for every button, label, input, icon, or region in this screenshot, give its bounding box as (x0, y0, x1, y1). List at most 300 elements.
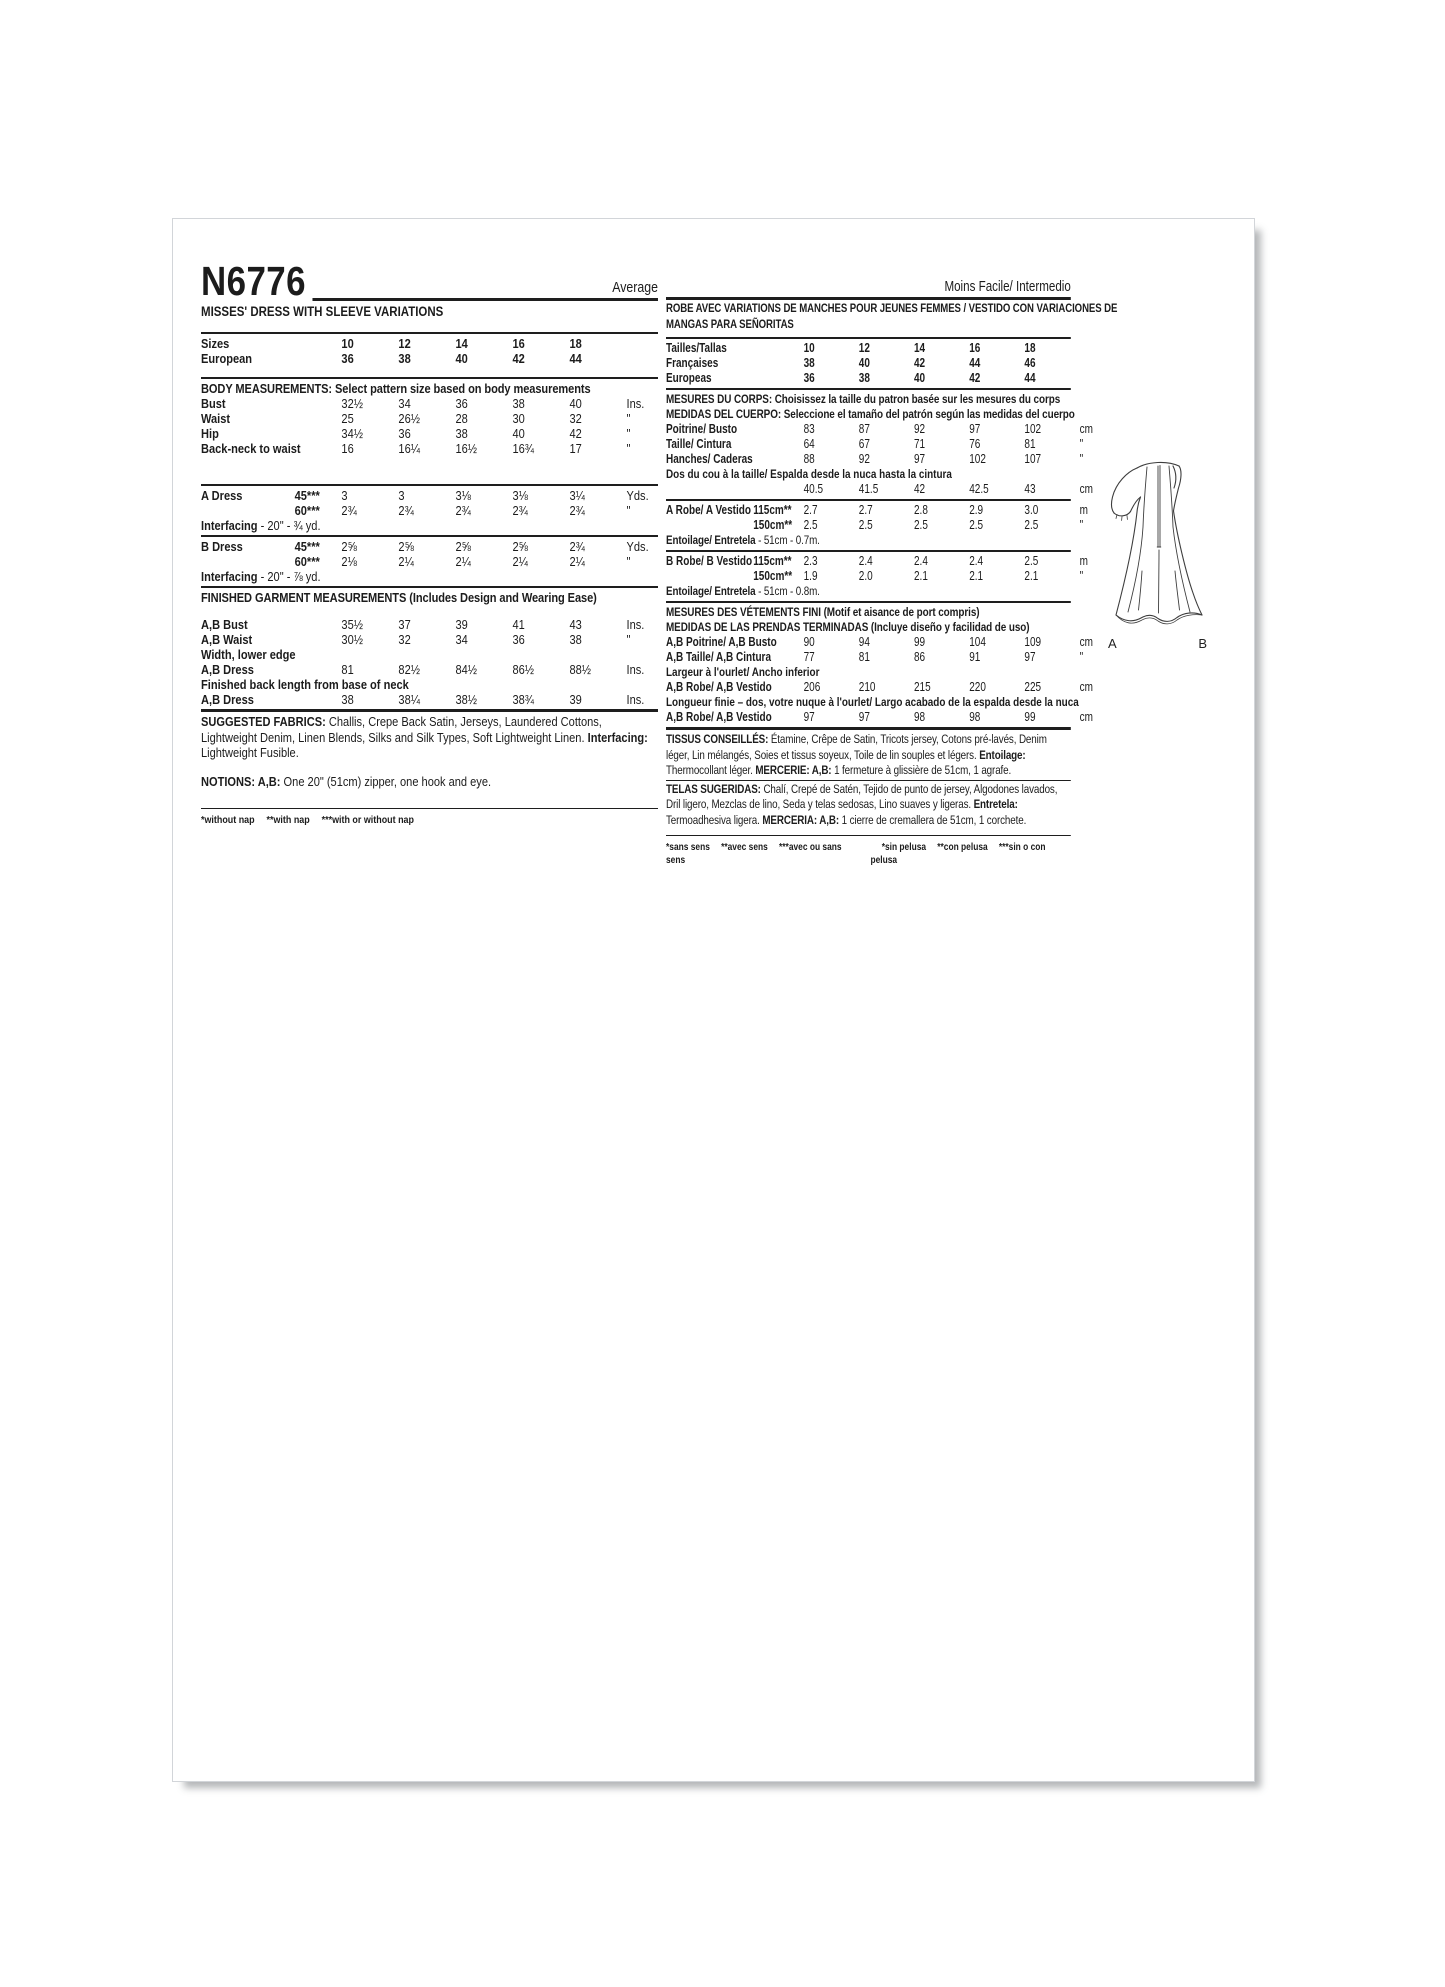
row-label: Back-neck to waist (201, 441, 301, 456)
cell-value: 2⅝ (341, 539, 357, 554)
cell-value: 16 (512, 336, 525, 351)
cell-value: 87 (858, 422, 870, 436)
table-row (666, 503, 1088, 518)
pattern-number: N6776 (201, 258, 306, 304)
cell-value: 102 (1024, 422, 1042, 436)
row-label: A,B Dress (201, 692, 254, 707)
table-row (201, 539, 658, 554)
footnote-group (870, 841, 1070, 867)
cell-value: 2¾ (341, 503, 357, 518)
unit-label: cm (1079, 482, 1093, 496)
cell-value: 37 (398, 617, 411, 632)
footnote: *sin pelusa (881, 841, 927, 853)
footnote: **with nap (266, 814, 310, 826)
cell-value: 40 (914, 371, 926, 385)
unit-label: cm (1079, 710, 1093, 724)
cell-value: 40 (512, 426, 525, 441)
row-label-full: Dos du cou à la taille/ Espalda desde la nuca hasta la cintura (666, 467, 952, 481)
view-a-label: A (1108, 636, 1117, 651)
cell-value: 97 (1024, 650, 1036, 664)
row-label-full: Width, lower edge (201, 647, 296, 662)
table-row (666, 710, 1093, 725)
cell-value: 16¾ (512, 441, 535, 456)
table-row (201, 488, 658, 503)
paragraph: NOTIONS: A,B: One 20" (51cm) zipper, one hook and eye. (201, 773, 492, 789)
row-sub-label: 45*** (294, 488, 320, 503)
table-row (666, 341, 1071, 356)
unit-label: " (1079, 650, 1084, 664)
footnotes (666, 841, 1071, 867)
cell-value: 42.5 (969, 482, 989, 496)
header-row (201, 258, 658, 304)
table-row (201, 336, 658, 351)
unit-label: cm (1079, 422, 1093, 436)
cell-value: 14 (914, 341, 926, 355)
cell-value: 2.1 (969, 569, 984, 583)
cell-value: 46 (1024, 356, 1036, 370)
row-label (666, 569, 753, 584)
unit-label: Ins. (626, 692, 645, 707)
table-row (201, 411, 658, 426)
cell-value: 43 (1024, 482, 1036, 496)
cell-value: 90 (803, 635, 815, 649)
unit-label (627, 351, 658, 366)
difficulty-label-fr-es: Moins Facile/ Intermedio (944, 279, 1071, 295)
cell-value: 36 (398, 426, 411, 441)
unit-label: cm (1079, 680, 1093, 694)
spacer (201, 789, 658, 807)
cell-value: 2¾ (569, 503, 585, 518)
row-label: A,B Waist (201, 632, 253, 647)
row-label: A,B Dress (201, 662, 254, 677)
spacer (201, 320, 658, 330)
footnotes (201, 814, 658, 827)
garment-title-fr-es-line1: ROBE AVEC VARIATIONS DE MANCHES POUR JEUNES FEMMES / VESTIDO CON VARIACIONES DE (666, 301, 1118, 315)
unit-label: Yds. (626, 539, 649, 554)
unit-label: m (1079, 554, 1088, 568)
row-label (666, 482, 804, 497)
paragraph: Interfacing - 20" - ¾ yd. (201, 518, 321, 533)
table-row (201, 441, 658, 456)
cell-value: 2¼ (398, 554, 414, 569)
cell-value: 107 (1024, 452, 1042, 466)
table-row (201, 617, 658, 632)
row-label: A Robe/ A Vestido (666, 503, 752, 517)
cell-value: 42 (914, 482, 926, 496)
cell-value: 2.5 (969, 518, 984, 532)
row-label: A Dress (201, 488, 243, 503)
row-sub-label: 60*** (294, 503, 320, 518)
row-label: Bust (201, 396, 226, 411)
cell-value: 98 (914, 710, 926, 724)
cell-value: 40.5 (803, 482, 824, 496)
cell-value: 34½ (341, 426, 363, 441)
table-row (201, 351, 658, 366)
header-rule (313, 298, 658, 301)
row-label: Sizes (201, 336, 230, 351)
table-row (201, 632, 658, 647)
puff-sleeve (1112, 468, 1141, 521)
cell-value: 40 (858, 356, 870, 370)
cell-value: 88½ (569, 662, 592, 677)
garment-title-fr-es-line2: MANGAS PARA SEÑORITAS (666, 317, 794, 331)
cell-value: 28 (455, 411, 468, 426)
divider-rule (666, 727, 1071, 730)
table-row (666, 371, 1071, 386)
spacer (201, 366, 658, 375)
row-sub-label: 45*** (294, 539, 320, 554)
table-row (666, 650, 1084, 665)
cell-value: 2¾ (512, 503, 528, 518)
table-row (201, 503, 658, 518)
row-sub-label: 60*** (294, 554, 320, 569)
cell-value: 2⅝ (512, 539, 528, 554)
divider-rule (666, 601, 1071, 603)
cell-value: 3⅛ (512, 488, 528, 503)
divider-rule (201, 535, 658, 537)
divider-rule (666, 388, 1071, 390)
row-label-full: Longueur finie – dos, votre nuque à l'ourlet/ Largo acabado de la espalda desde la nuca (666, 695, 1079, 709)
cell-value: 10 (803, 341, 815, 355)
cell-value: 40 (455, 351, 468, 366)
cell-value: 38 (398, 351, 411, 366)
cell-value: 83 (803, 422, 815, 436)
zipper-line (1157, 466, 1161, 548)
cell-value: 88 (803, 452, 815, 466)
cell-value: 2.1 (1024, 569, 1039, 583)
cell-value: 102 (969, 452, 986, 466)
unit-label: Ins. (626, 617, 645, 632)
cell-value: 64 (803, 437, 815, 451)
cell-value: 2.5 (1024, 518, 1039, 532)
cell-value: 2.5 (803, 518, 818, 532)
cell-value: 3¼ (569, 488, 585, 503)
cell-value: 84½ (455, 662, 477, 677)
row-label: A,B Bust (201, 617, 248, 632)
cell-value: 97 (914, 452, 926, 466)
cell-value: 16 (341, 441, 354, 456)
difficulty-label-en: Average (612, 280, 658, 296)
cell-value: 18 (569, 336, 582, 351)
french-spanish-measurement-tables (666, 332, 1093, 867)
divider-rule (666, 780, 1071, 781)
footnote-group (666, 841, 870, 867)
row-label-full: Largeur à l'ourlet/ Ancho inferior (666, 665, 820, 679)
cell-value: 2.9 (969, 503, 984, 517)
cell-value: 10 (341, 336, 354, 351)
cell-value: 225 (1024, 680, 1042, 694)
row-label: Poitrine/ Busto (666, 422, 738, 436)
table-row (201, 692, 658, 707)
cell-value: 3 (341, 488, 348, 503)
row-sub-label: 115cm** (753, 554, 792, 568)
footnote: ***sin o con pelusa (870, 841, 1046, 866)
unit-label: " (626, 441, 631, 456)
cell-value: 210 (858, 680, 876, 694)
row-label: A,B Robe/ A,B Vestido (666, 680, 772, 694)
row-label: B Dress (201, 539, 243, 554)
cell-value: 44 (1024, 371, 1036, 385)
cell-value: 42 (569, 426, 582, 441)
cell-value: 3 (398, 488, 405, 503)
spacer (201, 761, 658, 774)
table-row (666, 452, 1084, 467)
unit-label: Ins. (626, 662, 645, 677)
cell-value: 67 (858, 437, 870, 451)
cell-value: 36 (341, 351, 354, 366)
cell-value: 220 (969, 680, 986, 694)
spacer (201, 456, 658, 482)
cell-value: 2.7 (803, 503, 818, 517)
cell-value: 34 (398, 396, 411, 411)
spacer (201, 605, 658, 617)
cell-value: 40 (569, 396, 582, 411)
row-sub-label: 150cm** (753, 518, 793, 532)
section-heading: BODY MEASUREMENTS: Select pattern size based on body measurements (201, 381, 591, 396)
english-measurement-tables (201, 320, 658, 827)
cell-value: 2⅝ (398, 539, 414, 554)
unit-label: " (626, 632, 631, 647)
cell-value: 12 (398, 336, 411, 351)
seam-lines (1128, 466, 1190, 613)
cell-value: 18 (1024, 341, 1036, 355)
paragraph: SUGGESTED FABRICS: Challis, Crepe Back Satin, Jerseys, Laundered Cottons, Lightweight Denim, Linen Blends, Silks and Silk Types, Soft Lightweight Linen. Interfacing: Lightweight Fusible. (201, 714, 648, 760)
cell-value: 32½ (341, 396, 363, 411)
unit-label: " (626, 411, 631, 426)
footnote: **con pelusa (937, 841, 988, 853)
table-row (666, 554, 1088, 569)
cell-value: 3.0 (1024, 503, 1039, 517)
cell-value: 2¼ (569, 554, 585, 569)
unit-label: cm (1079, 635, 1093, 649)
cell-value: 25 (341, 411, 354, 426)
cell-value: 92 (858, 452, 870, 466)
divider-rule (201, 586, 658, 588)
paragraph: TISSUS CONSEILLÉS: Étamine, Crêpe de Satin, Tricots jersey, Cotons pré-lavés, Denim léger, Lin mélangés, Soies et tissus soyeux, Toile de lin souples et légers. Entoilage: Thermocollant léger. MERCERIE: A,B: 1 fermeture à glissière de 51cm, 1 agrafe. (666, 732, 1047, 777)
cell-value: 38 (341, 692, 354, 707)
cell-value: 38¾ (512, 692, 535, 707)
cell-value: 42 (914, 356, 926, 370)
figure-view-labels (1103, 633, 1215, 651)
table-row (201, 426, 658, 441)
cell-value: 81 (341, 662, 354, 677)
cell-value: 38 (803, 356, 815, 370)
divider-rule (201, 709, 658, 712)
cell-value: 2.3 (803, 554, 818, 568)
divider-rule (201, 332, 658, 334)
cell-value: 206 (803, 680, 821, 694)
cell-value: 30 (512, 411, 525, 426)
cell-value: 97 (858, 710, 870, 724)
cell-value: 99 (1024, 710, 1036, 724)
cell-value: 12 (858, 341, 870, 355)
cell-value: 32 (398, 632, 411, 647)
row-label-full: Finished back length from base of neck (201, 677, 409, 692)
divider-rule (666, 499, 1071, 501)
cell-value: 38 (455, 426, 468, 441)
cell-value: 38 (858, 371, 870, 385)
section-heading: FINISHED GARMENT MEASUREMENTS (Includes Design and Wearing Ease) (201, 590, 597, 605)
row-label: Hip (201, 426, 219, 441)
row-label (666, 518, 753, 533)
cell-value: 17 (569, 441, 582, 456)
cell-value: 98 (969, 710, 981, 724)
row-label: European (201, 351, 253, 366)
table-row (666, 437, 1084, 452)
cell-value: 2.5 (858, 518, 873, 532)
view-b-label: B (1198, 636, 1207, 651)
cell-value: 32 (569, 411, 582, 426)
row-sub-label: 115cm** (753, 503, 792, 517)
section-heading: MESURES DES VÉTEMENTS FINI (Motif et aisance de port compris) (666, 605, 980, 619)
cell-value: 30½ (341, 632, 363, 647)
table-row (666, 635, 1093, 650)
cell-value: 14 (455, 336, 468, 351)
cell-value: 35½ (341, 617, 363, 632)
unit-label: " (1079, 518, 1084, 532)
unit-label: " (626, 426, 631, 441)
cell-value: 42 (512, 351, 525, 366)
cell-value: 2⅝ (455, 539, 471, 554)
cell-value: 39 (455, 617, 468, 632)
cell-value: 2⅛ (341, 554, 357, 569)
cell-value: 2.8 (914, 503, 928, 517)
divider-rule (666, 337, 1071, 339)
paragraph: TELAS SUGERIDAS: Chalí, Crepé de Satén, Tejido de punto de jersey, Algodones lavados, Dril ligero, Mezclas de lino, Seda y telas sedosas, Lino suaves y ligeras. Entretela: Termoadhesiva ligera. MERCERIA: A,B: 1 cierre de cremallera de 51cm, 1 corchete. (666, 781, 1058, 827)
section-heading: MEDIDAS DE LAS PRENDAS TERMINADAS (Incluye diseño y facilidad de uso) (666, 620, 1030, 634)
cell-value: 94 (858, 635, 870, 649)
cell-value: 38 (512, 396, 525, 411)
cell-value: 41.5 (858, 482, 879, 496)
divider-rule (666, 835, 1071, 836)
row-label: Europeas (666, 371, 712, 385)
footnote: *sans sens (666, 841, 710, 853)
cell-value: 39 (569, 692, 582, 707)
spacer (666, 332, 1071, 335)
paragraph: Entoilage/ Entretela - 51cm - 0.7m. (666, 533, 820, 547)
cell-value: 42 (969, 371, 981, 385)
footnote: *without nap (201, 814, 255, 826)
row-label: A,B Robe/ A,B Vestido (666, 710, 772, 724)
divider-rule (201, 377, 658, 379)
cell-value: 76 (969, 437, 981, 451)
garment-title-en: MISSES' DRESS WITH SLEEVE VARIATIONS (201, 304, 444, 319)
row-label (201, 503, 295, 518)
header-rule-fr-es (666, 297, 1071, 300)
cell-value: 16¼ (398, 441, 420, 456)
cell-value: 86 (914, 650, 926, 664)
cell-value: 43 (569, 617, 582, 632)
row-label: Tailles/Tallas (666, 341, 727, 355)
unit-label: Yds. (626, 488, 649, 503)
row-label (201, 554, 295, 569)
cell-value: 38 (569, 632, 582, 647)
row-label: A,B Taille/ A,B Cintura (666, 650, 772, 664)
unit-label (627, 336, 658, 351)
paragraph: Interfacing - 20" - ⅞ yd. (201, 569, 321, 584)
cell-value: 2.0 (858, 569, 873, 583)
footnote: **avec sens (721, 841, 768, 853)
row-label: B Robe/ B Vestido (666, 554, 753, 568)
cell-value: 81 (1024, 437, 1036, 451)
divider-rule (201, 808, 658, 809)
divider-rule (201, 484, 658, 486)
table-row (666, 482, 1093, 497)
english-column (201, 219, 658, 827)
table-row (666, 680, 1093, 695)
cell-value: 38¼ (398, 692, 420, 707)
cell-value: 82½ (398, 662, 420, 677)
cell-value: 81 (858, 650, 870, 664)
cell-value: 1.9 (803, 569, 818, 583)
cell-value: 3⅛ (455, 488, 471, 503)
table-row (666, 569, 1084, 584)
unit-label: " (1079, 569, 1084, 583)
cell-value: 86½ (512, 662, 535, 677)
cell-value: 91 (969, 650, 981, 664)
cell-value: 36 (512, 632, 525, 647)
row-label: A,B Poitrine/ A,B Busto (666, 635, 777, 649)
cell-value: 2.1 (914, 569, 928, 583)
cell-value: 2.4 (914, 554, 928, 568)
dress-illustration (1103, 455, 1215, 651)
cell-value: 26½ (398, 411, 420, 426)
table-row (666, 356, 1071, 371)
cell-value: 215 (914, 680, 931, 694)
french-spanish-column (666, 219, 1118, 867)
cell-value: 2.4 (858, 554, 873, 568)
table-row (201, 554, 658, 569)
divider-rule (666, 550, 1071, 552)
footnote: ***avec ou sans sens (666, 841, 842, 866)
cell-value: 2.4 (969, 554, 984, 568)
cell-value: 104 (969, 635, 986, 649)
row-label: Taille/ Cintura (666, 437, 732, 451)
cell-value: 41 (512, 617, 525, 632)
cell-value: 16½ (455, 441, 477, 456)
cell-value: 2.5 (914, 518, 928, 532)
pattern-envelope-back-page (172, 218, 1255, 1782)
footnote-group (201, 814, 426, 827)
row-label: Waist (201, 411, 231, 426)
cell-value: 36 (803, 371, 815, 385)
section-heading: MESURES DU CORPS: Choisissez la taille du patron basée sur les mesures du corps (666, 392, 1061, 406)
unit-label: " (626, 503, 631, 518)
cell-value: 2¾ (455, 503, 471, 518)
hem-line (1116, 613, 1202, 624)
cell-value: 38½ (455, 692, 477, 707)
section-heading: MEDIDAS DEL CUERPO: Seleccione el tamaño del patrón según las medidas del cuerpo (666, 407, 1075, 421)
row-label: Hanches/ Caderas (666, 452, 753, 466)
table-row (201, 396, 658, 411)
cell-value: 16 (969, 341, 981, 355)
unit-label: " (1079, 437, 1084, 451)
cell-value: 77 (803, 650, 815, 664)
header-right (313, 280, 658, 301)
cell-value: 2.7 (858, 503, 873, 517)
cell-value: 92 (914, 422, 926, 436)
spacer (666, 828, 1071, 834)
cell-value: 2¾ (569, 539, 585, 554)
cell-value: 36 (455, 396, 468, 411)
cell-value: 2¼ (512, 554, 528, 569)
cell-value: 99 (914, 635, 926, 649)
dress-back-view-drawing (1103, 455, 1215, 633)
cell-value: 2¾ (398, 503, 414, 518)
cell-value: 2¼ (455, 554, 471, 569)
row-sub-label: 150cm** (753, 569, 793, 583)
cell-value: 109 (1024, 635, 1042, 649)
